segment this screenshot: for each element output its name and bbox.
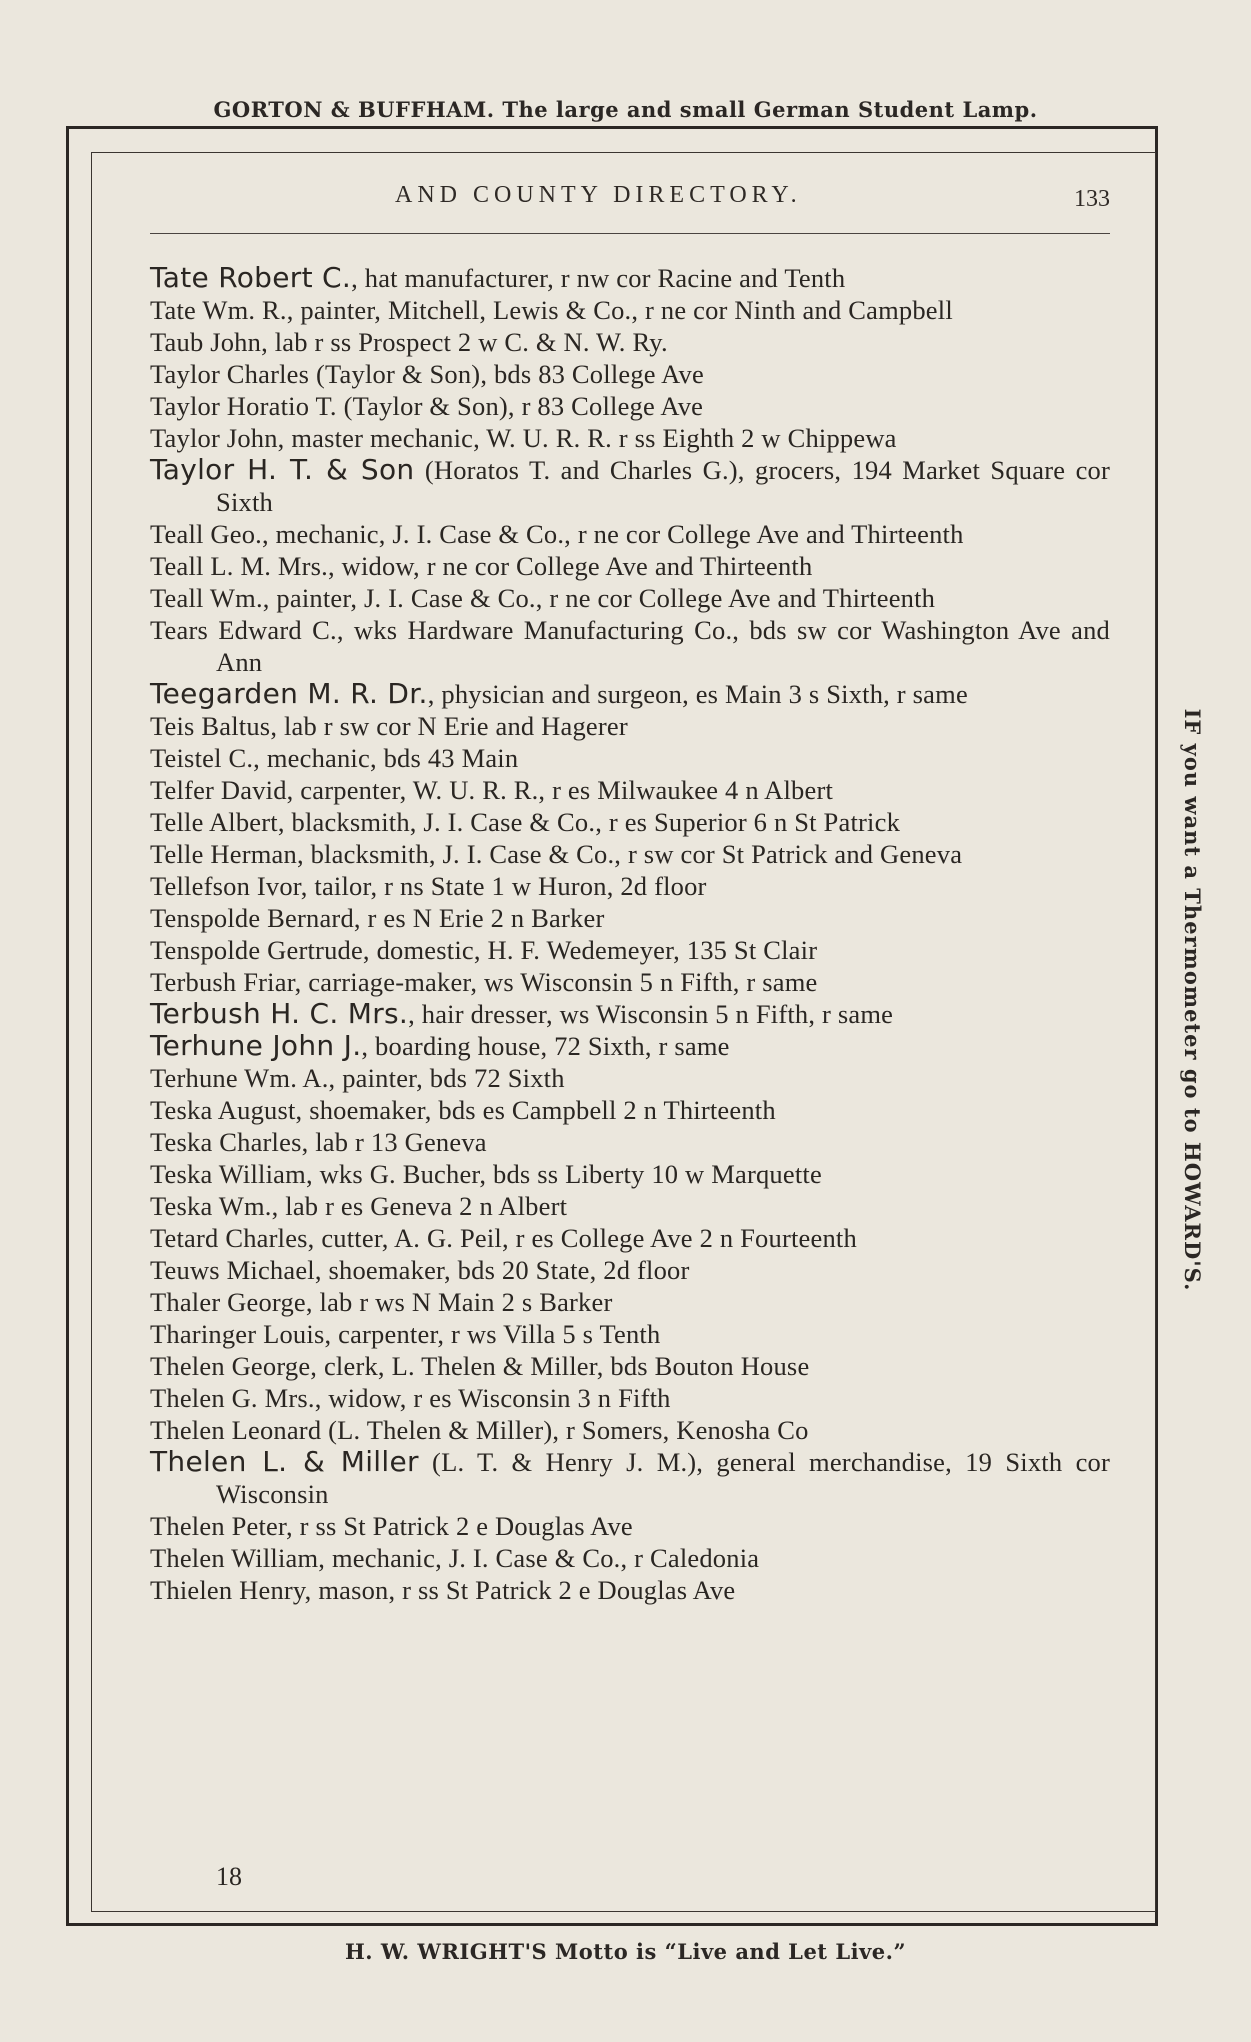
entry-text: Teska Charles, lab r 13 Geneva — [150, 1127, 487, 1157]
entry-text: Tears Edward C., wks Hardware Manufacturing Co., bds sw cor Washington Ave and Ann — [150, 615, 1110, 677]
side-advertisement: IF you want a Thermometer go to HOWARD'S. — [1180, 708, 1205, 1292]
entry-text: Thielen Henry, mason, r ss St Patrick 2 e Douglas Ave — [150, 1575, 736, 1605]
entry-text: , hair dresser, ws Wisconsin 5 n Fifth, r same — [408, 999, 894, 1029]
inner-border-right — [1155, 152, 1156, 1912]
page-header — [150, 182, 1110, 222]
entry-text: Thelen Peter, r ss St Patrick 2 e Douglas Ave — [150, 1511, 633, 1541]
entry-text: (Horatos T. and Charles G.), grocers, 194 Market Square cor Sixth — [216, 455, 1111, 517]
entry-text: Tetard Charles, cutter, A. G. Peil, r es College Ave 2 n Fourteenth — [150, 1223, 857, 1253]
entry-text: Teall Geo., mechanic, J. I. Case & Co., r ne cor College Ave and Thirteenth — [150, 519, 964, 549]
directory-entry — [150, 1414, 1110, 1446]
directory-entries — [150, 262, 1110, 1606]
entry-text: Teuws Michael, shoemaker, bds 20 State, 2d floor — [150, 1255, 690, 1285]
entry-text: Teska Wm., lab r es Geneva 2 n Albert — [150, 1191, 568, 1221]
signature-mark: 18 — [216, 1862, 242, 1891]
directory-entry — [150, 1382, 1110, 1414]
entry-text: Tenspolde Bernard, r es N Erie 2 n Barker — [150, 903, 605, 933]
directory-entry — [150, 934, 1110, 966]
directory-entry — [150, 518, 1110, 550]
directory-entry — [150, 326, 1110, 358]
directory-entry — [150, 1222, 1110, 1254]
entry-text: Telfer David, carpenter, W. U. R. R., r es Milwaukee 4 n Albert — [150, 775, 834, 805]
entry-text: Teall L. M. Mrs., widow, r ne cor College Ave and Thirteenth — [150, 551, 813, 581]
entry-text: Tate Wm. R., painter, Mitchell, Lewis & Co., r ne cor Ninth and Campbell — [150, 295, 953, 325]
page-number: 133 — [1074, 186, 1110, 212]
entry-bold-name: Taylor H. T. & Son — [150, 453, 415, 486]
directory-entry — [150, 1254, 1110, 1286]
directory-entry — [150, 870, 1110, 902]
entry-text: Taylor Horatio T. (Taylor & Son), r 83 College Ave — [150, 391, 704, 421]
directory-entry — [150, 902, 1110, 934]
directory-entry — [150, 1510, 1110, 1542]
entry-text: Teistel C., mechanic, bds 43 Main — [150, 743, 519, 773]
bottom-advertisement: H. W. WRIGHT'S Motto is “Live and Let Live.” — [344, 1939, 907, 1964]
directory-entry — [150, 1350, 1110, 1382]
directory-entry — [150, 710, 1110, 742]
entry-text: Teska William, wks G. Bucher, bds ss Liberty 10 w Marquette — [150, 1159, 822, 1189]
entry-text: Thaler George, lab r ws N Main 2 s Barker — [150, 1287, 613, 1317]
entry-text: Thelen William, mechanic, J. I. Case & Co., r Caledonia — [150, 1543, 760, 1573]
entry-text: Terhune Wm. A., painter, bds 72 Sixth — [150, 1063, 565, 1093]
directory-entry — [150, 1094, 1110, 1126]
entry-text: Thelen George, clerk, L. Thelen & Miller, bds Bouton House — [150, 1351, 810, 1381]
directory-entry — [150, 1126, 1110, 1158]
directory-entry — [150, 742, 1110, 774]
directory-entry — [150, 838, 1110, 870]
entry-text: Telle Albert, blacksmith, J. I. Case & Co., r es Superior 6 n St Patrick — [150, 807, 901, 837]
entry-text: (L. T. & Henry J. M.), general merchandise, 19 Sixth cor Wisconsin — [216, 1447, 1111, 1509]
entry-text: Telle Herman, blacksmith, J. I. Case & Co., r sw cor St Patrick and Geneva — [150, 839, 963, 869]
entry-bold-name: Teegarden M. R. Dr. — [150, 677, 428, 710]
entry-bold-name: Tate Robert C. — [150, 261, 352, 294]
entry-text: Taub John, lab r ss Prospect 2 w C. & N. W. Ry. — [150, 327, 668, 357]
directory-entry — [150, 806, 1110, 838]
top-advertisement: GORTON & BUFFHAM. The large and small German Student Lamp. — [213, 97, 1038, 122]
entry-text: , boarding house, 72 Sixth, r same — [361, 1031, 730, 1061]
directory-entry — [150, 390, 1110, 422]
directory-entry — [150, 1574, 1110, 1606]
entry-bold-name: Terbush H. C. Mrs. — [150, 997, 409, 1030]
directory-entry — [150, 966, 1110, 998]
running-head: AND COUNTY DIRECTORY. — [395, 182, 802, 208]
directory-entry — [150, 1542, 1110, 1574]
entry-text: Taylor John, master mechanic, W. U. R. R. r ss Eighth 2 w Chippewa — [150, 423, 897, 453]
directory-entry — [150, 774, 1110, 806]
header-rule — [150, 233, 1110, 234]
entry-text: , hat manufacturer, r nw cor Racine and Tenth — [351, 263, 846, 293]
directory-entry — [150, 998, 1110, 1030]
directory-entry — [150, 614, 1110, 678]
directory-entry — [150, 1190, 1110, 1222]
directory-entry — [150, 1318, 1110, 1350]
entry-text: Tharinger Louis, carpenter, r ws Villa 5 s Tenth — [150, 1319, 661, 1349]
directory-entry — [150, 678, 1110, 710]
directory-entry — [150, 550, 1110, 582]
entry-text: Teis Baltus, lab r sw cor N Erie and Hagerer — [150, 711, 628, 741]
entry-bold-name: Terhune John J. — [150, 1029, 362, 1062]
entry-text: , physician and surgeon, es Main 3 s Sixth, r same — [427, 679, 968, 709]
directory-entry — [150, 582, 1110, 614]
entry-text: Thelen G. Mrs., widow, r es Wisconsin 3 n Fifth — [150, 1383, 671, 1413]
directory-entry — [150, 454, 1110, 518]
entry-text: Thelen Leonard (L. Thelen & Miller), r Somers, Kenosha Co — [150, 1415, 809, 1445]
entry-text: Taylor Charles (Taylor & Son), bds 83 College Ave — [150, 359, 704, 389]
entry-text: Teall Wm., painter, J. I. Case & Co., r ne cor College Ave and Thirteenth — [150, 583, 936, 613]
entry-bold-name: Thelen L. & Miller — [150, 1445, 419, 1478]
entry-text: Teska August, shoemaker, bds es Campbell 2 n Thirteenth — [150, 1095, 776, 1125]
directory-entry — [150, 358, 1110, 390]
entry-text: Tenspolde Gertrude, domestic, H. F. Wedemeyer, 135 St Clair — [150, 935, 818, 965]
directory-entry — [150, 1158, 1110, 1190]
directory-entry — [150, 1286, 1110, 1318]
entry-text: Tellefson Ivor, tailor, r ns State 1 w Huron, 2d floor — [150, 871, 707, 901]
directory-entry — [150, 1446, 1110, 1510]
directory-entry — [150, 262, 1110, 294]
directory-entry — [150, 422, 1110, 454]
directory-entry — [150, 1030, 1110, 1062]
directory-entry — [150, 1062, 1110, 1094]
directory-entry — [150, 294, 1110, 326]
entry-text: Terbush Friar, carriage-maker, ws Wisconsin 5 n Fifth, r same — [150, 967, 818, 997]
